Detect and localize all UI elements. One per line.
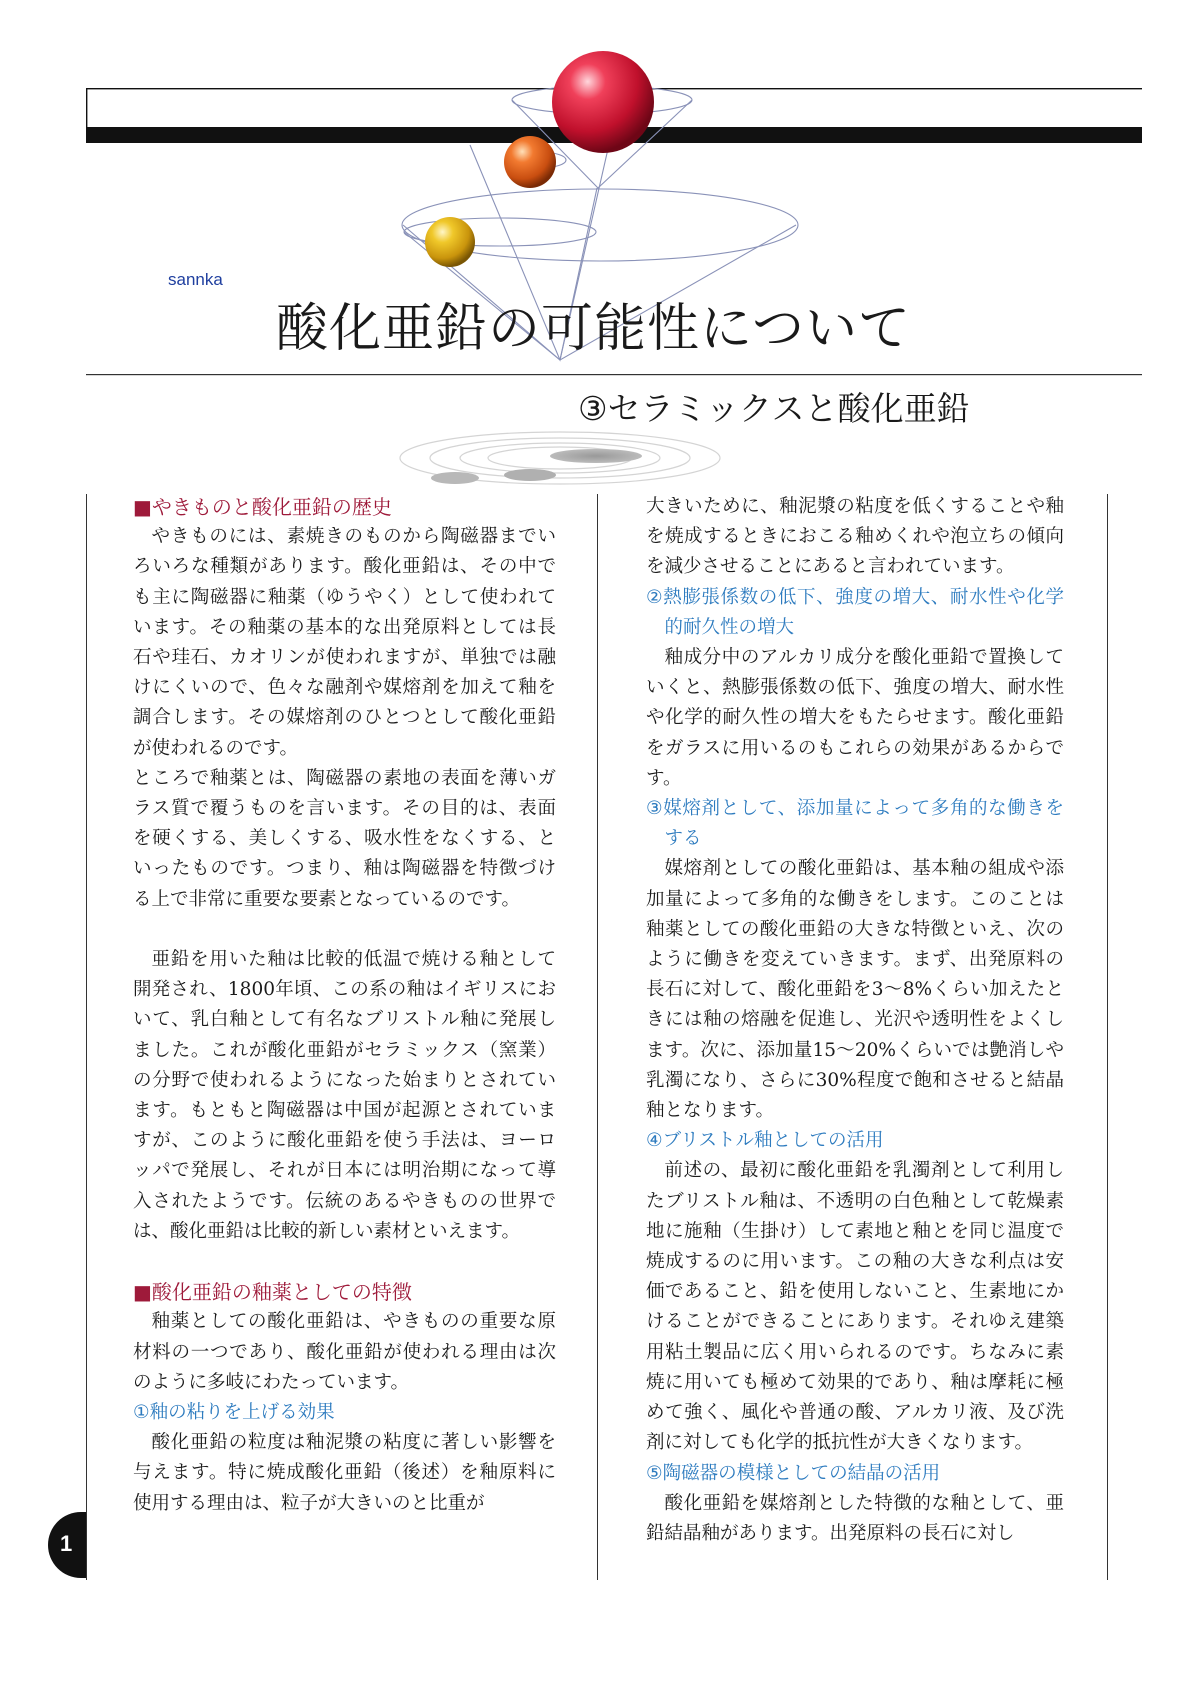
section-heading: ■やきものと酸化亜鉛の歴史 (133, 495, 392, 519)
right-margin-rule (1107, 494, 1108, 1580)
column-divider (597, 494, 598, 1580)
left-margin-rule (86, 494, 87, 1580)
page-subtitle: ③セラミックスと酸化亜鉛 (578, 389, 970, 428)
red-sphere (552, 51, 654, 153)
body-paragraph: やきものには、素焼きのものから陶磁器までいろいろな種類があります。酸化亜鉛は、その中でも主に陶磁器に釉薬（ゆうやく）として使われています。その釉薬の基本的な出発原料としては長石や珪石、カオリンが使われますが、単独では融けにくいので、色々な融剤や媒熔剤を加えて釉を調合します。その媒熔剤のひとつとして酸化亜鉛が使われるのです。 (133, 526, 556, 759)
header-left-edge (86, 89, 87, 127)
section-heading: ■酸化亜鉛の釉薬としての特徴 (133, 1280, 412, 1305)
subsection-heading: ③媒熔剤として、添加量によって多角的な働きをする (646, 798, 1064, 850)
orange-sphere-shadow (504, 469, 556, 481)
orange-sphere (504, 136, 556, 188)
right-column (646, 492, 1064, 1549)
body-paragraph: 釉薬としての酸化亜鉛は、やきものの重要な原材料の一つであり、酸化亜鉛が使われる理由は次のように多岐にわたっています。 (133, 1311, 556, 1393)
red-sphere-shadow (550, 449, 642, 463)
body-paragraph: 媒熔剤としての酸化亜鉛は、基本釉の組成や添加量によって多角的な働きをします。このことは釉薬としての酸化亜鉛の大きな特徴といえ、次のように働きを変えていきます。まず、出発原料の長石に対して、酸化亜鉛を3〜8%くらい加えたときには釉の熔融を促進し、光沢や透明性をよくします。次に、添加量15〜20%くらいでは艶消しや乳濁になり、さらに30%程度で飽和させると結晶釉となります。 (646, 858, 1064, 1122)
body-paragraph: 酸化亜鉛の粒度は釉泥漿の粘度に著しい影響を与えます。特に焼成酸化亜鉛（後述）を釉原料に使用する理由は、粒子が大きいのと比重が (133, 1432, 556, 1514)
body-paragraph: 大きいために、釉泥漿の粘度を低くすることや釉を焼成するときにおこる釉めくれや泡立ちの傾向を減少させることにあると言われています。 (646, 496, 1064, 578)
body-paragraph: ところで釉薬とは、陶磁器の素地の表面を薄いガラス質で覆うものを言います。その目的は、表面を硬くする、美しくする、吸水性をなくする、といったものです。つまり、釉は陶磁器を特徴づける上で非常に重要な要素となっているのです。 (133, 767, 556, 910)
page-number: 1 (60, 1531, 73, 1556)
body-paragraph: 亜鉛を用いた釉は比較的低温で焼ける釉として開発され、1800年頃、この系の釉はイギリスにおいて、乳白釉として有名なブリストル釉に発展しました。これが酸化亜鉛がセラミックス（窯業）の分野で使われるようになった始まりとされています。もともと陶磁器は中国が起源とされていますが、このように酸化亜鉛を使う手法は、ヨーロッパで発展し、それが日本には明治期になって導入されたようです。伝統のあるやきものの世界では、酸化亜鉛は比較的新しい素材といえます。 (133, 949, 556, 1242)
body-paragraph: 酸化亜鉛を媒熔剤とした特徴的な釉として、亜鉛結晶釉があります。出発原料の長石に対し (646, 1492, 1064, 1544)
left-column (133, 492, 556, 1519)
subsection-heading: ②熱膨張係数の低下、強度の増大、耐水性や化学的耐久性の増大 (646, 586, 1064, 638)
title-rule (86, 374, 1142, 375)
subsection-heading: ⑤陶磁器の模様としての結晶の活用 (646, 1462, 941, 1484)
header-artwork (0, 0, 1190, 520)
paragraph-gap (133, 915, 556, 945)
page-title: 酸化亜鉛の可能性について (276, 299, 911, 359)
body-paragraph: 前述の、最初に酸化亜鉛を乳濁剤として利用したブリストル釉は、不透明の白色釉として乾燥素地に施釉（生掛け）して素地と釉とを同じ温度で焼成するのに用います。この釉の大きな利点は安価であること、鉛を使用しないこと、生素地にかけることができることにあります。それゆえ建築用粘土製品に広く用いられるのです。ちなみに素焼に用いても極めて効果的であり、釉は摩耗に極めて強く、風化や普通の酸、アルカリ液、及び洗剤に対しても化学的抵抗性が大きくなります。 (646, 1160, 1064, 1454)
subsection-heading: ④ブリストル釉としての活用 (646, 1130, 884, 1152)
paragraph-gap (133, 1247, 556, 1277)
yellow-sphere (425, 217, 475, 267)
brand-label: sannka (168, 270, 223, 289)
subsection-heading: ①釉の粘りを上げる効果 (133, 1402, 335, 1424)
body-paragraph: 釉成分中のアルカリ成分を酸化亜鉛で置換していくと、熱膨張係数の低下、強度の増大、耐水性や化学的耐久性の増大をもたらせます。酸化亜鉛をガラスに用いるのもこれらの効果があるからです。 (646, 647, 1064, 789)
yellow-sphere-shadow (431, 472, 479, 484)
